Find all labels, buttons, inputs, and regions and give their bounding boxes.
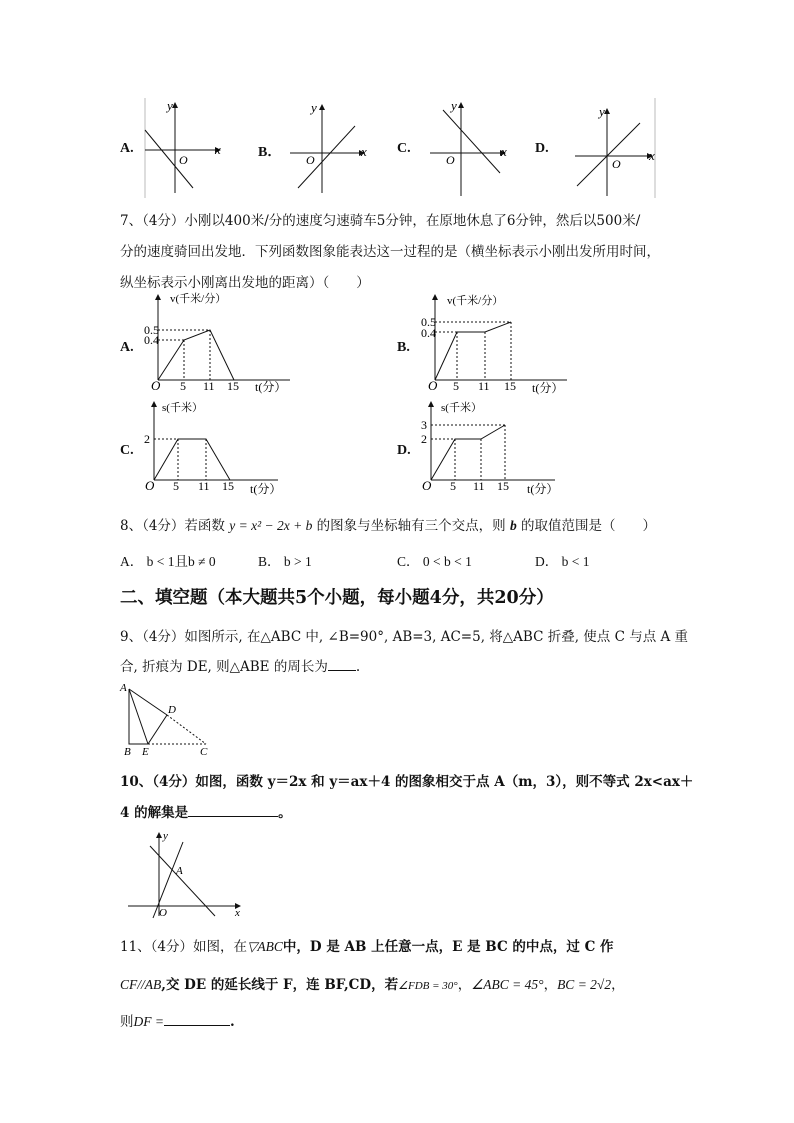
q9-line1: 9、（4分）如图所示, 在△ABC 中, ∠B=90°, AB=3, AC=5, 将△ABC 折叠, 使点 C 与点 A 重 [120,629,689,645]
q7d-xlabel: t(分） [527,482,559,496]
q11-l2h: ， [611,977,625,993]
q7-line1: 7、（4分）小刚以400米/分的速度匀速骑车5分钟，在原地休息了6分钟，然后以500米/ [120,213,641,229]
q7-line2: 分的速度骑回出发地．下列函数图象能表达这一过程的是（横坐标表示小刚出发所用时间， [120,244,660,260]
q8-suffix: 的取值范围是（ ） [520,518,656,534]
q10-figure [125,828,250,920]
q11-triangle: ▽ABC [247,939,283,954]
q6c-x: x [501,144,507,159]
q11-l2f: ， [543,977,558,993]
q7c-xtick: 11 [198,479,210,493]
q9-label-d: D [168,704,176,716]
q11-answer-blank[interactable] [164,1013,230,1026]
q7b-xlabel: t(分） [532,381,564,395]
q9-line2 [120,655,360,675]
q11-l2a: CF//AB [120,977,162,992]
q6-graph-d [575,104,655,196]
q6-option-b-label: B． [258,145,282,160]
q10-line2-text: 4 的解集是 [120,805,189,821]
q8-option-b: B． b > 1 [258,554,312,569]
q6a-y: y [167,98,173,113]
q7b-xtick: 5 [453,379,459,393]
q6d-origin: O [612,157,621,171]
q7d-xtick: 5 [450,479,456,493]
q10-label-a: A [176,865,183,877]
q6d-y: y [599,104,605,119]
q9-answer-blank[interactable] [328,658,356,671]
q6-option-d-label: D. [535,141,549,156]
q6a-origin: O [179,153,188,167]
q8-stem [120,514,656,534]
q7-graph-d [417,397,592,502]
q8-option-c: C． 0 < b < 1 [397,554,472,569]
q11-l1a: 11、（4分）如图，在 [120,939,248,955]
q6-option-a-label: A. [120,141,134,156]
q6a-x: x [215,142,221,157]
q7d-ytick: 2 [421,432,427,446]
q9-label-c: C [200,746,208,758]
q7a-origin: O [151,378,161,393]
q9-label-a: A [120,682,127,694]
q10-y: y [163,830,168,842]
q10-answer-blank[interactable] [188,804,278,817]
q11-l3a: 则 [120,1014,134,1030]
q7a-ylabel: v(千米/分） [170,293,227,305]
q7a-xtick: 11 [203,379,215,393]
q7b-ylabel: v(千米/分） [447,295,504,307]
q6-graph-a [145,98,221,193]
q11-l2e: ∠ABC = 45° [471,977,544,992]
q7d-xtick: 11 [473,479,485,493]
q7a-ytick: 0.4 [144,333,159,347]
q7c-xtick: 5 [173,479,179,493]
q7a-ytick: 0.5 [144,323,159,337]
q7-option-a-label: A. [120,340,134,355]
q7a-xtick: 5 [180,379,186,393]
q7-option-b-label: B. [397,340,410,355]
q9-label-e: E [142,746,149,758]
q7-graph-c [140,397,300,502]
q9-label-b: B [124,746,131,758]
q6c-origin: O [446,153,455,167]
q7b-origin: O [428,378,438,393]
q9-line2-end: . [355,659,361,675]
q11-l3b: DF = [133,1014,164,1029]
q10-x: x [235,907,240,919]
q7d-origin: O [422,478,432,493]
section-title: 二、填空题（本大题共5个小题，每小题4分，共20分） [120,588,554,608]
q6-graphs [115,98,660,198]
q7c-xlabel: t(分） [250,482,282,496]
q8-option-a: A． b < 1且b ≠ 0 [120,554,216,569]
q7c-origin: O [145,478,155,493]
q7d-ytick: 3 [421,418,427,432]
q6c-y: y [451,98,457,113]
q6b-x: x [361,144,367,159]
q6-options [115,98,660,198]
q7d-xtick: 15 [497,479,509,493]
q7c-ylabel: s(千米） [162,402,203,414]
q11-l1b: 中，D 是 AB 上任意一点，E 是 BC 的中点，过 C 作 [282,939,614,955]
q11-l2b: ,交 DE 的延长线于 F，连 BF,CD，若 [161,977,399,993]
q7-graph-b [417,292,592,397]
q10-line2-end: 。 [278,805,292,821]
q7b-ytick: 0.4 [421,326,436,340]
q7-graph-a [140,292,300,397]
q8-prefix: 8、（4分）若函数 [120,518,225,534]
q7-option-c-label: C. [120,443,134,458]
q6-graph-b [290,100,367,193]
q8-formula: y = x² − 2x + b [229,518,313,533]
q7b-ytick: 0.5 [421,315,436,329]
q8-var: b [509,518,517,533]
q8-option-d: D． b < 1 [535,554,590,569]
q7c-ytick: 2 [144,432,150,446]
q10-line1: 10、（4分）如图，函数 y＝2x 和 y＝ax＋4 的图象相交于点 A（m，3），则不等式 2x<ax＋ [120,774,694,790]
q7-option-d-label: D. [397,443,411,458]
q9-line2-text: 合, 折痕为 DE, 则△ABE 的周长为 [120,659,328,675]
q11-l2g: BC = 2√2 [557,977,612,992]
q7b-xtick: 15 [504,379,516,393]
q7c-xtick: 15 [222,479,234,493]
q6b-origin: O [306,153,315,167]
q11-line3 [120,1010,235,1030]
q7-line3: 纵坐标表示小刚离出发地的距离）（ ） [120,275,370,291]
q7a-xlabel: t(分） [255,380,287,394]
q6d-x: x [649,148,655,163]
q11-l2d: ， [457,977,472,993]
q7a-xtick: 15 [227,379,239,393]
q6b-y: y [311,100,317,115]
q6-option-c-label: C. [397,141,411,156]
q11-line2 [120,973,625,993]
q6-graph-c [430,98,507,196]
q7b-xtick: 11 [478,379,490,393]
q7d-ylabel: s(千米） [441,402,482,414]
q11-line1 [120,935,614,955]
q11-l2c: ∠FDB = 30° [398,980,458,992]
q8-mid: 的图象与坐标轴有三个交点，则 [316,518,506,534]
q11-l3-end: . [229,1014,235,1030]
q10-line2 [120,801,292,821]
q10-origin: O [159,907,167,919]
q9-figure [118,680,218,760]
